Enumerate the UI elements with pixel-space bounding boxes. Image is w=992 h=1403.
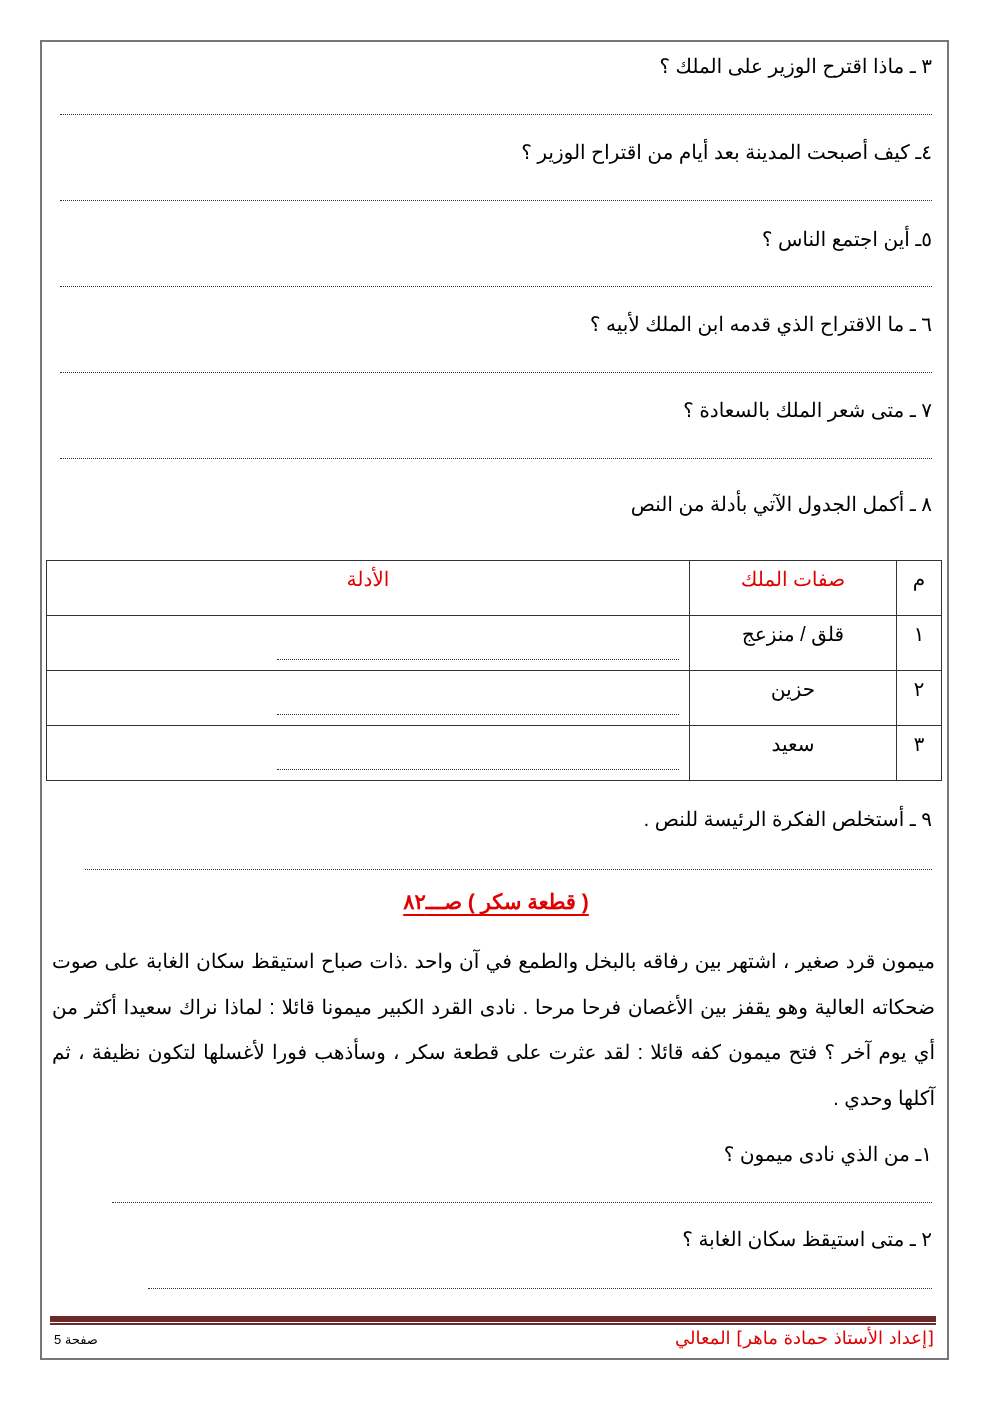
evidence-cell[interactable] bbox=[47, 616, 690, 671]
answer-line[interactable] bbox=[277, 714, 679, 715]
question-9: ٩ ـ أستخلص الفكرة الرئيسة للنص . bbox=[643, 809, 932, 831]
table-header-row bbox=[47, 561, 942, 616]
header-evidence: الأدلة bbox=[346, 569, 390, 591]
question-3: ٣ ـ ماذا اقترح الوزير على الملك ؟ bbox=[659, 56, 932, 78]
question-5: ٥ـ أين اجتمع الناس ؟ bbox=[761, 229, 932, 251]
row-number: ٣ bbox=[913, 734, 925, 756]
answer-line[interactable] bbox=[60, 200, 932, 201]
row-trait: حزين bbox=[770, 679, 816, 701]
footer-divider-thin bbox=[50, 1323, 936, 1325]
header-traits: صفات الملك bbox=[740, 569, 846, 591]
passage-title bbox=[0, 890, 992, 915]
answer-line[interactable] bbox=[85, 869, 932, 870]
answer-line[interactable] bbox=[277, 769, 679, 770]
footer-author: [إعداد الأستاذ حمادة ماهر] المعالي bbox=[675, 1328, 934, 1349]
answer-line[interactable] bbox=[148, 1288, 932, 1289]
row-number: ٢ bbox=[913, 679, 925, 701]
page-number: صفحة 5 bbox=[54, 1332, 98, 1347]
passage-text: ميمون قرد صغير ، اشتهر بين رفاقه بالبخل والطمع في آن واحد .ذات صباح استيقظ سكان الغابة على صوت ضحكاته العالية وهو يقفز بين الأغصان فرحا مرحا . نادى القرد الكبير ميمونا قائلا : لماذا نراك سعيدا أكثر من أي يوم آخر ؟ فتح ميمون كفه قائلا : لقد عثرت على قطعة سكر ، وسأذهب فورا لأغسلها لتكون نظيفة ، ثم آكلها وحدي . bbox=[52, 951, 935, 1110]
question-8: ٨ ـ أكمل الجدول الآتي بأدلة من النص bbox=[630, 494, 932, 516]
passage-question-2: ٢ ـ متى استيقظ سكان الغابة ؟ bbox=[682, 1229, 932, 1251]
passage-title-text: ( قطعة سكر ) صـــ٨٢ bbox=[403, 891, 589, 914]
answer-line[interactable] bbox=[112, 1202, 932, 1203]
evidence-cell[interactable] bbox=[47, 671, 690, 726]
passage-question-1: ١ـ من الذي نادى ميمون ؟ bbox=[723, 1144, 932, 1166]
table-row bbox=[47, 616, 942, 671]
answer-line[interactable] bbox=[60, 372, 932, 373]
answer-line[interactable] bbox=[60, 286, 932, 287]
row-number: ١ bbox=[913, 624, 925, 646]
answer-line[interactable] bbox=[60, 114, 932, 115]
question-4: ٤ـ كيف أصبحت المدينة بعد أيام من اقتراح الوزير ؟ bbox=[521, 142, 932, 164]
row-trait: سعيد bbox=[771, 734, 815, 756]
table-row bbox=[47, 671, 942, 726]
header-number: م bbox=[912, 569, 926, 591]
question-7: ٧ ـ متى شعر الملك بالسعادة ؟ bbox=[683, 400, 932, 422]
traits-table bbox=[46, 560, 942, 781]
row-trait: قلق / منزعج bbox=[741, 624, 845, 646]
evidence-cell[interactable] bbox=[47, 726, 690, 781]
footer-divider bbox=[50, 1316, 936, 1322]
answer-line[interactable] bbox=[277, 659, 679, 660]
answer-line[interactable] bbox=[60, 458, 932, 459]
question-6: ٦ ـ ما الاقتراح الذي قدمه ابن الملك لأبيه ؟ bbox=[589, 314, 932, 336]
table-row bbox=[47, 726, 942, 781]
